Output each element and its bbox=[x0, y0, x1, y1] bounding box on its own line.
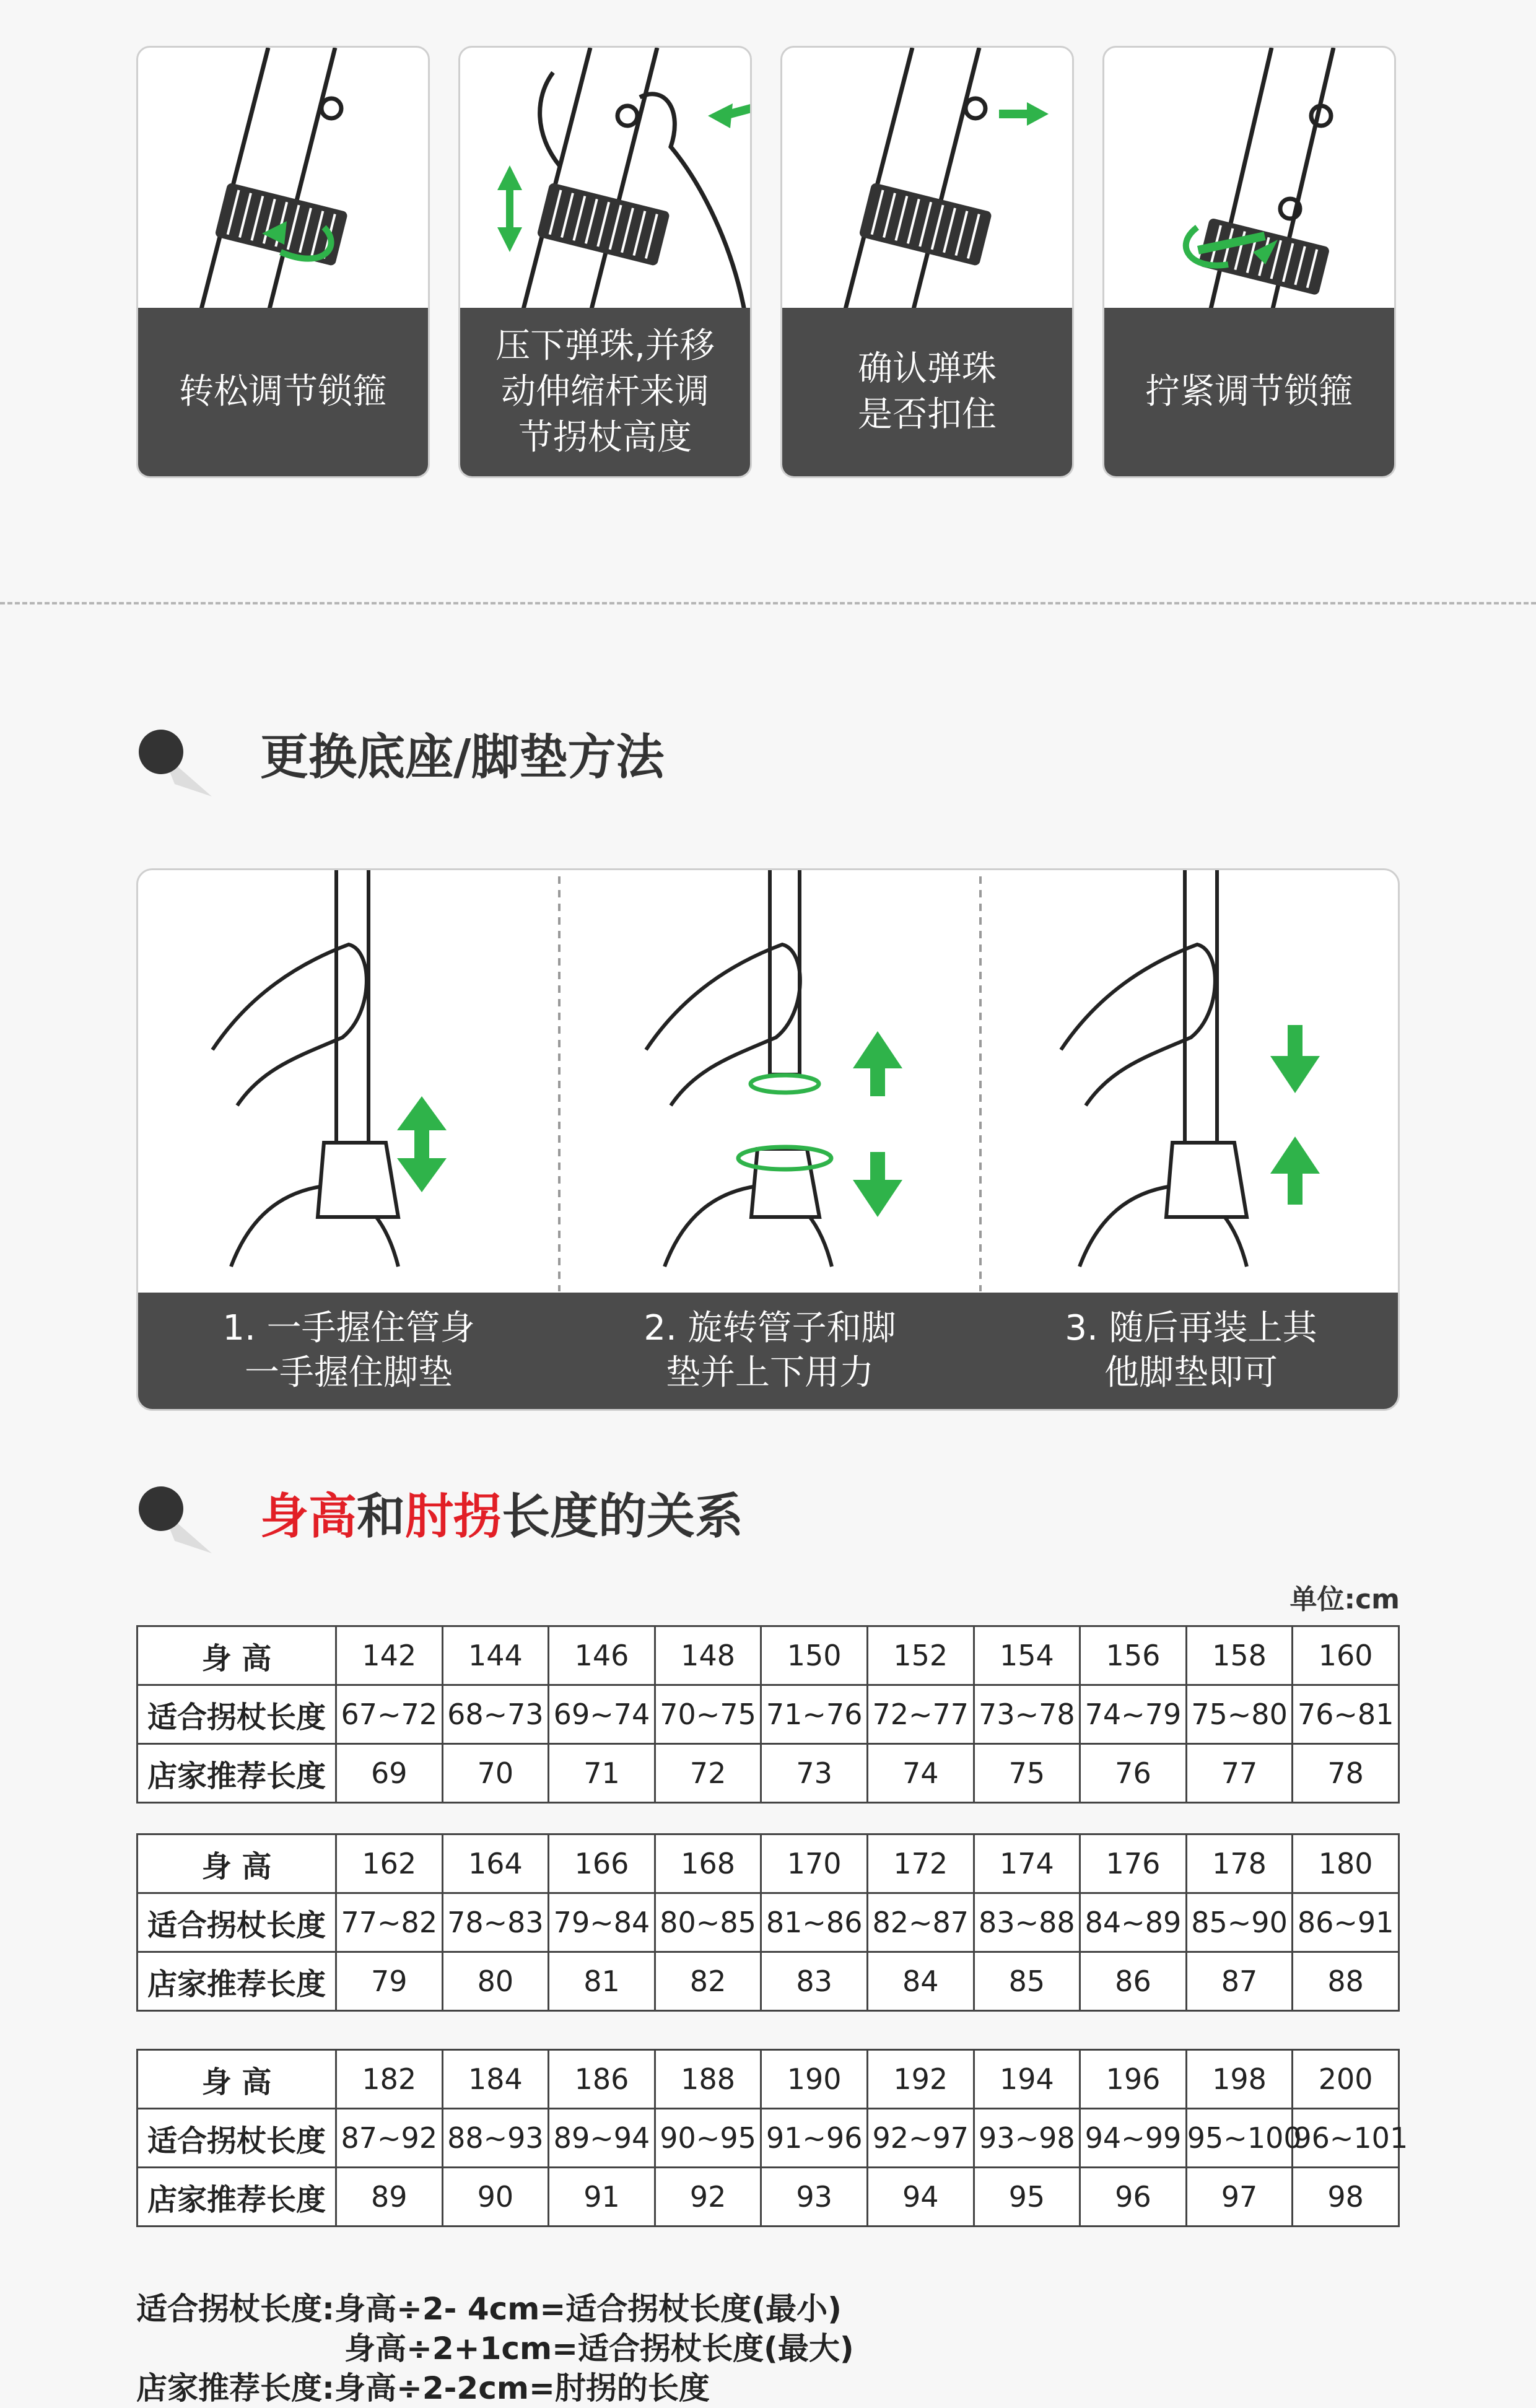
step-card-3 bbox=[780, 46, 1074, 478]
table-cell: 72 bbox=[655, 1744, 761, 1803]
table-cell: 142 bbox=[336, 1626, 443, 1685]
section-title-relation bbox=[260, 1478, 743, 1547]
row-label: 店家推荐长度 bbox=[137, 1744, 336, 1803]
table-cell: 75~80 bbox=[1186, 1685, 1293, 1744]
row-label: 店家推荐长度 bbox=[137, 2168, 336, 2227]
base-step-caption: 2. 旋转管子和脚 垫并上下用力 bbox=[644, 1308, 896, 1393]
formula-line-1: 适合拐杖长度:身高÷2- 4cm=适合拐杖长度(最小) bbox=[136, 2291, 842, 2327]
table-cell: 95~100 bbox=[1186, 2109, 1293, 2168]
table-cell: 194 bbox=[974, 2050, 1080, 2109]
table-cell: 144 bbox=[442, 1626, 549, 1685]
table-cell: 146 bbox=[549, 1626, 655, 1685]
confirm-pin-illustration bbox=[782, 48, 1074, 314]
table-cell: 198 bbox=[1186, 2050, 1293, 2109]
base-replacement-panel bbox=[136, 868, 1400, 1411]
table-cell: 97 bbox=[1186, 2168, 1293, 2227]
title-part-and: 和 bbox=[357, 1489, 406, 1545]
table-cell: 186 bbox=[549, 2050, 655, 2109]
table-cell: 75 bbox=[974, 1744, 1080, 1803]
table-cell: 90~95 bbox=[655, 2109, 761, 2168]
table-cell: 92 bbox=[655, 2168, 761, 2227]
table-cell: 76~81 bbox=[1293, 1685, 1399, 1744]
section-divider bbox=[0, 602, 1536, 604]
table-cell: 69~74 bbox=[549, 1685, 655, 1744]
table-cell: 83~88 bbox=[974, 1893, 1080, 1952]
table-cell: 69 bbox=[336, 1744, 443, 1803]
table-cell: 168 bbox=[655, 1834, 761, 1893]
height-table-3 bbox=[136, 2049, 1408, 2227]
table-cell: 172 bbox=[867, 1834, 974, 1893]
table-cell: 82~87 bbox=[867, 1893, 974, 1952]
base-replacement-illustration bbox=[138, 870, 1400, 1296]
table-cell: 84~89 bbox=[1080, 1893, 1187, 1952]
row-label: 适合拐杖长度 bbox=[137, 1893, 336, 1952]
table-cell: 80~85 bbox=[655, 1893, 761, 1952]
step-card-4 bbox=[1102, 46, 1396, 478]
table-cell: 180 bbox=[1293, 1834, 1399, 1893]
table-cell: 88~93 bbox=[442, 2109, 549, 2168]
table-row-height bbox=[137, 1626, 1399, 1685]
table-cell: 85~90 bbox=[1186, 1893, 1293, 1952]
table-cell: 164 bbox=[442, 1834, 549, 1893]
base-steps-captions bbox=[138, 1293, 1398, 1409]
table-cell: 73~78 bbox=[974, 1685, 1080, 1744]
table-cell: 176 bbox=[1080, 1834, 1187, 1893]
table-row-suitable bbox=[137, 1685, 1399, 1744]
unit-label: 单位:cm bbox=[1289, 1584, 1400, 1615]
table-cell: 94~99 bbox=[1080, 2109, 1187, 2168]
table-cell: 96 bbox=[1080, 2168, 1187, 2227]
table-cell: 82 bbox=[655, 1952, 761, 2011]
table-cell: 89 bbox=[336, 2168, 443, 2227]
table-cell: 166 bbox=[549, 1834, 655, 1893]
table-row-suitable bbox=[137, 1893, 1399, 1952]
table-cell: 77~82 bbox=[336, 1893, 443, 1952]
table-cell: 74 bbox=[867, 1744, 974, 1803]
table-cell: 170 bbox=[761, 1834, 868, 1893]
row-label: 身 高 bbox=[137, 1834, 336, 1893]
table-cell: 188 bbox=[655, 2050, 761, 2109]
table-cell: 85 bbox=[974, 1952, 1080, 2011]
table-cell: 73 bbox=[761, 1744, 868, 1803]
table-cell: 70~75 bbox=[655, 1685, 761, 1744]
step-caption: 确认弹珠 是否扣住 bbox=[782, 308, 1072, 476]
section-bullet-icon bbox=[137, 1485, 212, 1560]
step-caption: 压下弹珠,并移 动伸缩杆来调 节拐杖高度 bbox=[460, 308, 750, 476]
title-part-height: 身高 bbox=[260, 1489, 357, 1545]
table-row-height bbox=[137, 2050, 1399, 2109]
section-title-base: 更换底座/脚垫方法 bbox=[260, 730, 665, 785]
table-cell: 154 bbox=[974, 1626, 1080, 1685]
row-label: 适合拐杖长度 bbox=[137, 1685, 336, 1744]
row-label: 身 高 bbox=[137, 1626, 336, 1685]
table-cell: 81~86 bbox=[761, 1893, 868, 1952]
table-cell: 68~73 bbox=[442, 1685, 549, 1744]
table-cell: 80 bbox=[442, 1952, 549, 2011]
step-card-2 bbox=[458, 46, 752, 478]
table-cell: 78 bbox=[1293, 1744, 1399, 1803]
table-cell: 200 bbox=[1293, 2050, 1399, 2109]
table-cell: 178 bbox=[1186, 1834, 1293, 1893]
table-cell: 190 bbox=[761, 2050, 868, 2109]
table-cell: 162 bbox=[336, 1834, 443, 1893]
table-cell: 83 bbox=[761, 1952, 868, 2011]
step-caption: 拧紧调节锁箍 bbox=[1104, 308, 1394, 476]
table-cell: 86~91 bbox=[1293, 1893, 1399, 1952]
table-cell: 94 bbox=[867, 2168, 974, 2227]
row-label: 店家推荐长度 bbox=[137, 1952, 336, 2011]
table-cell: 84 bbox=[867, 1952, 974, 2011]
table-cell: 91~96 bbox=[761, 2109, 868, 2168]
table-cell: 89~94 bbox=[549, 2109, 655, 2168]
loosen-collar-illustration bbox=[138, 48, 430, 314]
table-cell: 72~77 bbox=[867, 1685, 974, 1744]
table-cell: 156 bbox=[1080, 1626, 1187, 1685]
table-cell: 86 bbox=[1080, 1952, 1187, 2011]
table-cell: 152 bbox=[867, 1626, 974, 1685]
row-label: 身 高 bbox=[137, 2050, 336, 2109]
table-cell: 192 bbox=[867, 2050, 974, 2109]
step-caption: 转松调节锁箍 bbox=[138, 308, 428, 476]
tighten-collar-illustration bbox=[1104, 48, 1396, 314]
table-cell: 92~97 bbox=[867, 2109, 974, 2168]
table-row-suitable bbox=[137, 2109, 1399, 2168]
table-cell: 87 bbox=[1186, 1952, 1293, 2011]
table-row-recommended bbox=[137, 2168, 1399, 2227]
table-cell: 160 bbox=[1293, 1626, 1399, 1685]
section-bullet-icon bbox=[137, 728, 212, 803]
table-cell: 182 bbox=[336, 2050, 443, 2109]
formula-line-2: 身高÷2+1cm=适合拐杖长度(最大) bbox=[344, 2331, 854, 2367]
base-step-caption: 3. 随后再装上其 他脚垫即可 bbox=[1065, 1308, 1317, 1393]
table-cell: 158 bbox=[1186, 1626, 1293, 1685]
table-cell: 150 bbox=[761, 1626, 868, 1685]
formula-line-3: 店家推荐长度:身高÷2-2cm=肘拐的长度 bbox=[136, 2370, 710, 2406]
table-cell: 67~72 bbox=[336, 1685, 443, 1744]
table-cell: 71 bbox=[549, 1744, 655, 1803]
table-cell: 71~76 bbox=[761, 1685, 868, 1744]
table-cell: 96~101 bbox=[1293, 2109, 1399, 2168]
table-cell: 79 bbox=[336, 1952, 443, 2011]
table-cell: 93 bbox=[761, 2168, 868, 2227]
table-row-height bbox=[137, 1834, 1399, 1893]
table-cell: 78~83 bbox=[442, 1893, 549, 1952]
table-cell: 174 bbox=[974, 1834, 1080, 1893]
table-cell: 87~92 bbox=[336, 2109, 443, 2168]
table-cell: 74~79 bbox=[1080, 1685, 1187, 1744]
table-cell: 88 bbox=[1293, 1952, 1399, 2011]
table-cell: 77 bbox=[1186, 1744, 1293, 1803]
table-cell: 81 bbox=[549, 1952, 655, 2011]
table-cell: 76 bbox=[1080, 1744, 1187, 1803]
table-cell: 95 bbox=[974, 2168, 1080, 2227]
table-cell: 93~98 bbox=[974, 2109, 1080, 2168]
height-table-1 bbox=[136, 1625, 1400, 1804]
title-part-rest: 长度的关系 bbox=[502, 1489, 744, 1545]
table-cell: 70 bbox=[442, 1744, 549, 1803]
table-cell: 148 bbox=[655, 1626, 761, 1685]
height-table-2 bbox=[136, 1833, 1400, 2012]
table-row-recommended bbox=[137, 1744, 1399, 1803]
table-cell: 184 bbox=[442, 2050, 549, 2109]
table-cell: 91 bbox=[549, 2168, 655, 2227]
table-cell: 90 bbox=[442, 2168, 549, 2227]
table-cell: 79~84 bbox=[549, 1893, 655, 1952]
row-label: 适合拐杖长度 bbox=[137, 2109, 336, 2168]
title-part-crutch: 肘拐 bbox=[405, 1489, 502, 1545]
press-pin-illustration bbox=[460, 48, 752, 314]
table-row-recommended bbox=[137, 1952, 1399, 2011]
step-card-1 bbox=[136, 46, 430, 478]
table-cell: 196 bbox=[1080, 2050, 1187, 2109]
base-step-caption: 1. 一手握住管身 一手握住脚垫 bbox=[222, 1308, 475, 1393]
table-cell: 98 bbox=[1293, 2168, 1399, 2227]
